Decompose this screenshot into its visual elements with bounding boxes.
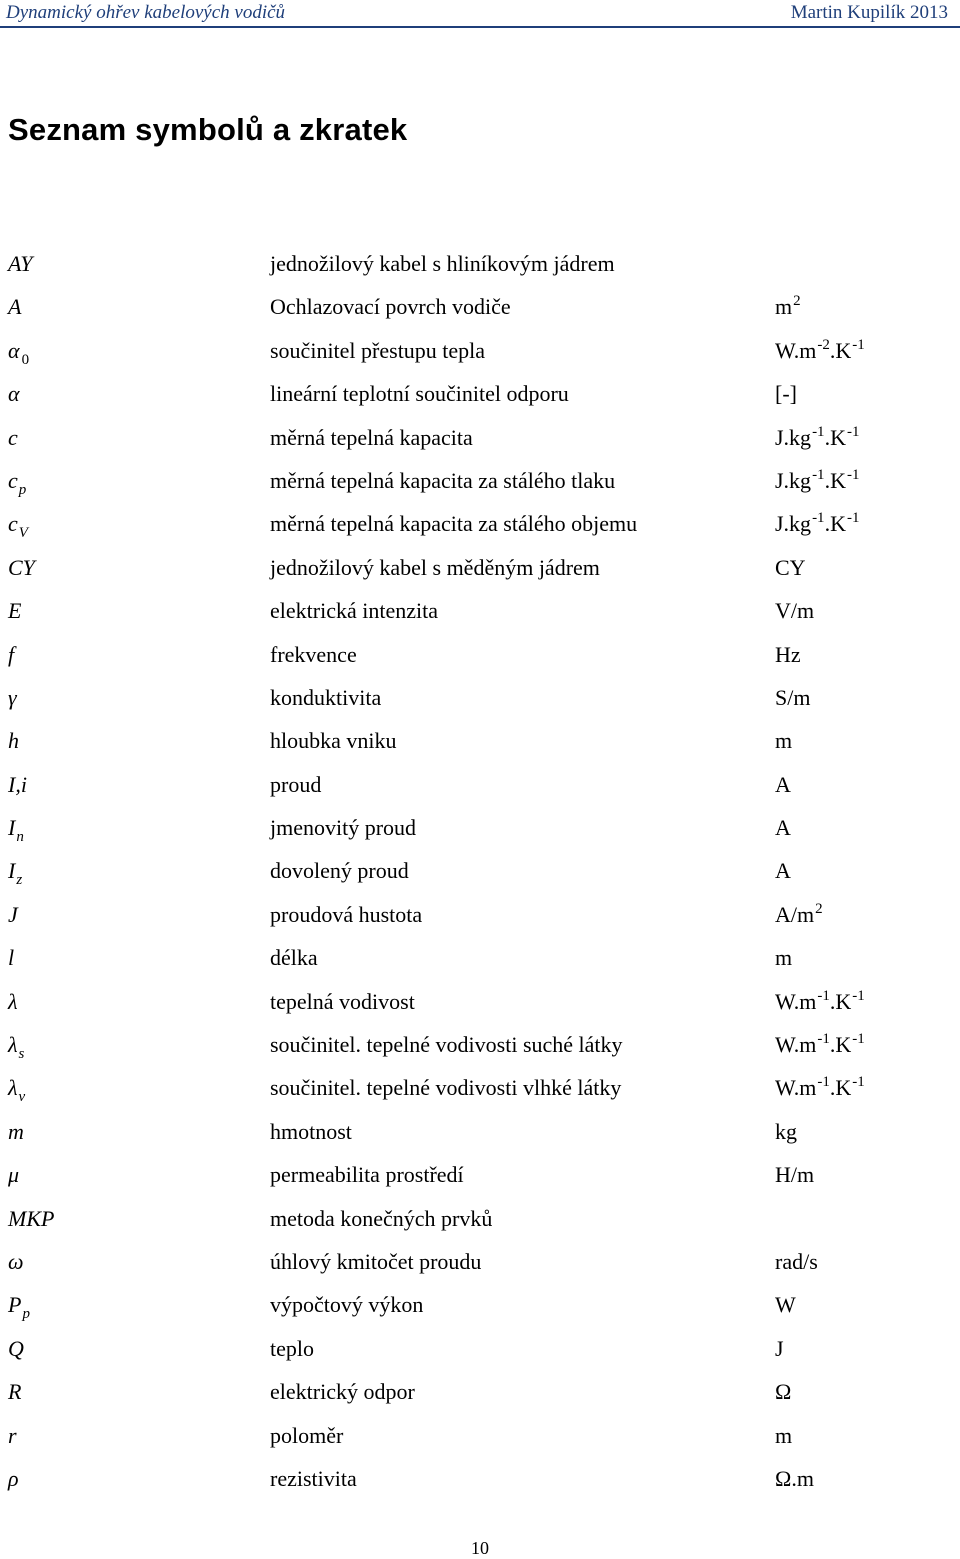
symbol-unit: Hz <box>775 641 801 667</box>
symbol-unit: kg <box>775 1118 797 1144</box>
symbol-description: metoda konečných prvků <box>270 1205 493 1231</box>
symbol: $I_z$ <box>8 858 23 889</box>
symbol-description: elektrická intenzita <box>270 598 438 624</box>
symbol-row <box>0 807 960 850</box>
symbol-description: proud <box>270 771 322 797</box>
symbol-description: součinitel přestupu tepla <box>270 337 486 363</box>
symbol-row <box>0 590 960 633</box>
symbol-description: výpočtový výkon <box>270 1292 424 1318</box>
symbol-description: měrná tepelná kapacita za stálého tlaku <box>270 467 616 493</box>
symbol-row <box>0 286 960 329</box>
symbol-unit: $J.kg^{-1}.K^{-1}$ <box>775 423 860 450</box>
symbol-row <box>0 1154 960 1197</box>
symbol-description: konduktivita <box>270 684 382 710</box>
symbol-row <box>0 1284 960 1327</box>
symbol-subscript: s <box>18 1046 25 1063</box>
symbol: $\lambda_s$ <box>8 1032 25 1063</box>
symbol: l <box>8 945 15 971</box>
symbol-description: teplo <box>270 1335 314 1361</box>
symbol: ρ <box>8 1465 19 1491</box>
symbol-unit: Ω.m <box>775 1465 814 1491</box>
symbol-description: lineární teplotní součinitel odporu <box>270 381 569 407</box>
symbol: I,i <box>8 771 27 797</box>
symbol-row <box>0 1198 960 1241</box>
symbol: $c_p$ <box>8 467 27 498</box>
symbol: A <box>8 294 22 320</box>
symbol-unit: m <box>775 1422 793 1448</box>
symbol-description: součinitel. tepelné vodivosti suché látky <box>270 1032 623 1058</box>
symbol-description: tepelná vodivost <box>270 988 415 1014</box>
symbol: h <box>8 728 19 754</box>
symbol-row <box>0 937 960 980</box>
symbol-row <box>0 1067 960 1110</box>
header-author-year: Martin Kupilík 2013 <box>790 2 948 23</box>
symbol: MKP <box>8 1205 55 1231</box>
symbol: λ <box>8 988 18 1014</box>
symbol-description: jmenovitý proud <box>270 815 417 841</box>
symbol-unit: [-] <box>775 381 797 407</box>
symbol-row <box>0 417 960 460</box>
symbol-row <box>0 1371 960 1414</box>
symbol-subscript: z <box>16 872 23 889</box>
symbol-description: jednožilový kabel s hliníkovým jádrem <box>270 251 615 276</box>
symbol: α $_0$ <box>8 337 30 368</box>
symbol-unit: A <box>775 815 791 841</box>
symbol-unit: $W.m^{-1}.K^{-1}$ <box>775 987 865 1014</box>
symbol-unit: Ω <box>775 1379 792 1405</box>
symbol-subscript: p <box>22 1306 30 1323</box>
symbol-unit: J <box>775 1335 784 1361</box>
symbol-row <box>0 720 960 763</box>
symbol: R <box>8 1379 22 1405</box>
symbol-subscript: 0 <box>21 351 30 368</box>
symbol-unit: $A/m^2$ <box>775 900 823 927</box>
symbol: $\lambda_v$ <box>8 1075 26 1106</box>
symbol-row <box>0 677 960 720</box>
symbol: r <box>8 1422 17 1448</box>
symbol-unit: m <box>775 728 793 754</box>
symbol-unit: $W.m^{-1}.K^{-1}$ <box>775 1074 865 1101</box>
symbol-subscript: n <box>16 829 24 846</box>
symbol-unit: S/m <box>775 684 811 710</box>
symbol-description: hmotnost <box>270 1118 352 1144</box>
symbol-unit: $m^2$ <box>775 293 801 320</box>
symbol: E <box>8 598 22 624</box>
symbol-row <box>0 764 960 807</box>
symbol-unit: A <box>775 771 791 797</box>
symbol-row <box>0 1328 960 1371</box>
symbol-unit: A <box>775 858 791 884</box>
symbol-subscript: p <box>18 481 27 498</box>
symbol-description: měrná tepelná kapacita za stálého objemu <box>270 511 638 537</box>
symbol-row <box>0 1111 960 1154</box>
symbol: AY <box>8 251 33 276</box>
symbol: $P_p$ <box>8 1292 30 1323</box>
symbol-row <box>0 981 960 1024</box>
symbol-unit: rad/s <box>775 1248 818 1274</box>
symbol-subscript: v <box>18 1089 26 1106</box>
symbol-description: délka <box>270 945 318 971</box>
symbol-description: úhlový kmitočet proudu <box>270 1248 482 1274</box>
symbol: α <box>8 381 20 407</box>
symbol: ω <box>8 1248 24 1274</box>
symbol-row <box>0 460 960 503</box>
symbol: f <box>8 641 15 667</box>
symbol-row <box>0 243 960 286</box>
symbol-unit: $W.m^{-1}.K^{-1}$ <box>775 1031 865 1058</box>
symbol: J <box>8 901 18 927</box>
symbol-row <box>0 330 960 373</box>
page-title: Seznam symbolů a zkratek <box>8 112 408 147</box>
symbol: γ <box>8 684 17 710</box>
symbol-description: poloměr <box>270 1422 344 1448</box>
symbol-unit: m <box>775 945 793 971</box>
symbol-description: permeabilita prostředí <box>270 1162 464 1188</box>
symbol-row <box>0 894 960 937</box>
symbol-row <box>0 373 960 416</box>
symbol-description: jednožilový kabel s měděným jádrem <box>270 554 600 580</box>
symbol-unit: H/m <box>775 1162 815 1188</box>
symbol: $I_n$ <box>8 815 24 846</box>
symbol-row <box>0 503 960 546</box>
symbol-description: součinitel. tepelné vodivosti vlhké látky <box>270 1075 622 1101</box>
header-document-title: Dynamický ohřev kabelových vodičů <box>6 2 286 23</box>
symbol-description: rezistivita <box>270 1465 357 1491</box>
symbol-description: Ochlazovací povrch vodiče <box>270 294 511 320</box>
symbol-row <box>0 1415 960 1458</box>
symbol-description: hloubka vniku <box>270 728 397 754</box>
symbol: Q <box>8 1335 24 1361</box>
symbol-unit: $W.m^{-2}.K^{-1}$ <box>775 336 865 363</box>
page-number: 10 <box>471 1538 489 1558</box>
symbol-row <box>0 547 960 590</box>
symbol-row <box>0 1458 960 1501</box>
symbol-unit: $J.kg^{-1}.K^{-1}$ <box>775 510 860 537</box>
symbol-description: dovolený proud <box>270 858 409 884</box>
symbol-unit: CY <box>775 554 806 580</box>
running-header <box>0 0 960 28</box>
symbol-row <box>0 1241 960 1284</box>
symbol-description: měrná tepelná kapacita <box>270 424 473 450</box>
symbol: m <box>8 1118 24 1144</box>
symbol: CY <box>8 554 35 580</box>
symbol: c <box>8 424 18 450</box>
symbol-unit: V/m <box>775 598 815 624</box>
symbol: $c_V$ <box>8 511 28 542</box>
symbol-list <box>0 243 960 1501</box>
symbol-description: elektrický odpor <box>270 1379 415 1405</box>
symbol-row <box>0 1024 960 1067</box>
symbol-description: frekvence <box>270 641 357 667</box>
symbol: μ <box>8 1162 20 1188</box>
symbol-subscript: V <box>18 525 28 542</box>
symbol-unit: $J.kg^{-1}.K^{-1}$ <box>775 466 860 493</box>
symbol-row <box>0 634 960 677</box>
symbol-description: proudová hustota <box>270 901 423 927</box>
symbol-row <box>0 850 960 893</box>
symbol-unit: W <box>775 1292 796 1318</box>
